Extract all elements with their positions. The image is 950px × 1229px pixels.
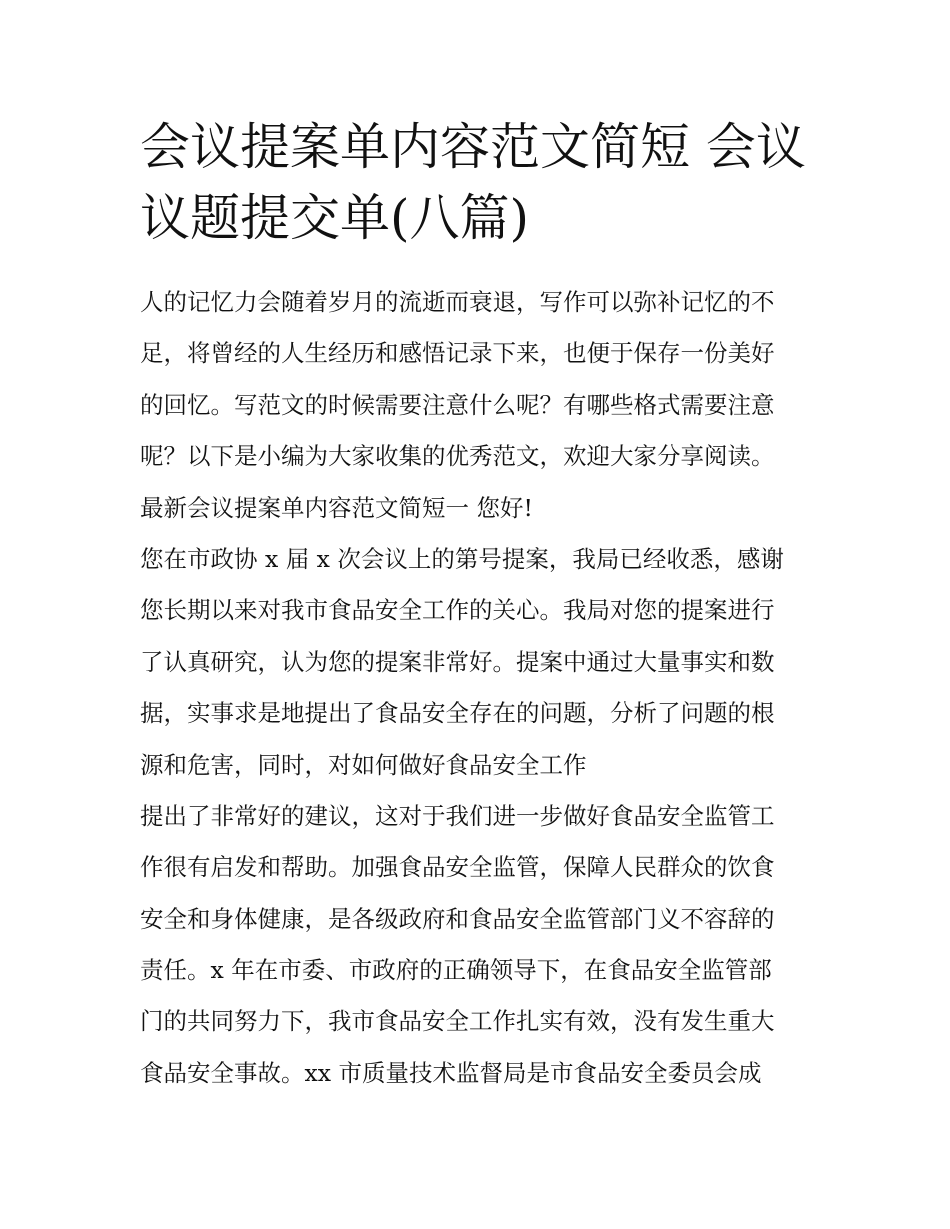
body-line: 呢？以下是小编为大家收集的优秀范文，欢迎大家分享阅读。 (140, 442, 775, 471)
body-line: 安全和身体健康，是各级政府和食品安全监管部门义不容辞的 (140, 904, 775, 933)
document-title (140, 112, 820, 254)
body-line: 人的记忆力会随着岁月的流逝而衰退，写作可以弥补记忆的不 (140, 288, 775, 316)
title-line: 议题提交单(八篇) (140, 189, 530, 247)
body-line: 您在市政协 x 届 x 次会议上的第号提案，我局已经收悉，感谢 (140, 544, 784, 573)
body-line: 的回忆。写范文的时候需要注意什么呢？有哪些格式需要注意 (140, 390, 775, 419)
body-line: 提出了非常好的建议，这对于我们进一步做好食品安全监管工 (140, 801, 775, 830)
body-line: 源和危害，同时，对如何做好食品安全工作 (140, 750, 587, 779)
body-line: 据，实事求是地提出了食品安全存在的问题，分析了问题的根 (140, 699, 775, 728)
body-line: 食品安全事故。xx 市质量技术监督局是市食品安全委员会成 (140, 1058, 762, 1087)
body-line: 您长期以来对我市食品安全工作的关心。我局对您的提案进行 (140, 596, 775, 625)
body-line: 了认真研究，认为您的提案非常好。提案中通过大量事实和数 (140, 647, 775, 676)
body-line: 最新会议提案单内容范文简短一 您好! (140, 493, 533, 522)
body-line: 门的共同努力下，我市食品安全工作扎实有效，没有发生重大 (140, 1007, 775, 1036)
body-line: 责任。x 年在市委、市政府的正确领导下，在食品安全监管部 (140, 956, 772, 985)
title-line: 会议提案单内容范文简短 会议 (140, 118, 806, 176)
document-body (140, 280, 820, 1102)
body-line: 足，将曾经的人生经历和感悟记录下来，也便于保存一份美好 (140, 339, 775, 368)
body-line: 作很有启发和帮助。加强食品安全监管，保障人民群众的饮食 (140, 853, 775, 882)
